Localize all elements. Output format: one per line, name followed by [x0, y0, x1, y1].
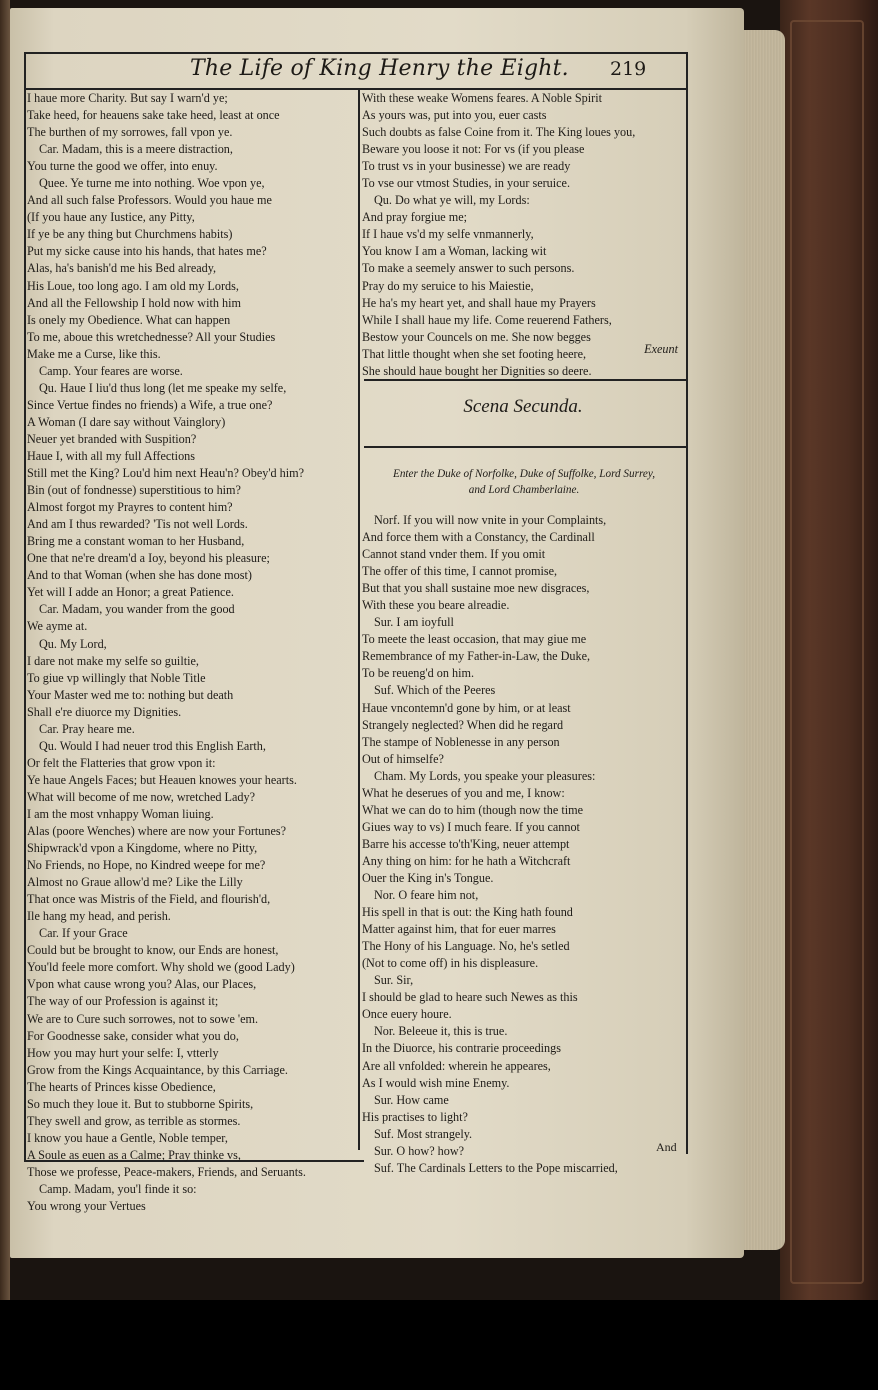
text-line: If I haue vs'd my selfe vnmannerly,	[362, 227, 534, 242]
text-line: Car. Madam, this is a meere distraction,	[39, 142, 233, 157]
stage-direction-line: Enter the Duke of Norfolke, Duke of Suffolke, Lord Surrey,	[392, 468, 656, 480]
text-line: To meete the least occasion, that may giue me	[362, 632, 587, 647]
text-line: Shall e're diuorce my Dignities.	[27, 704, 182, 719]
cover-tooling-border	[790, 20, 864, 1284]
left-frame-rule	[24, 52, 26, 1162]
text-line: You turne the good we offer, into enuy.	[27, 159, 218, 174]
text-line: I should be glad to heare such Newes as this	[362, 990, 578, 1005]
text-line: And all such false Professors. Would you haue me	[27, 193, 272, 208]
text-line: Barre his accesse to'th'King, neuer attempt	[362, 836, 570, 851]
text-line: And to that Woman (when she has done most)	[27, 568, 252, 583]
text-line: What he deserues of you and me, I know:	[362, 785, 565, 800]
text-line: So much they loue it. But to stubborne Spirits,	[27, 1096, 254, 1111]
text-line: Camp. Madam, you'l finde it so:	[39, 1182, 197, 1196]
text-line: For Goodnesse sake, consider what you do,	[27, 1028, 239, 1043]
text-line: Cannot stand vnder them. If you omit	[362, 547, 546, 562]
text-line: As yours was, put into you, euer casts	[362, 108, 547, 123]
text-line: Any thing on him: for he hath a Witchcraft	[362, 853, 571, 868]
text-line: Is onely my Obedience. What can happen	[27, 312, 231, 327]
text-line: We are to Cure such sorrowes, not to sowe 'em.	[27, 1011, 259, 1026]
text-line: Alas (poore Wenches) where are now your Fortunes?	[27, 824, 287, 839]
text-line: Or felt the Flatteries that grow vpon it:	[27, 755, 216, 770]
text-line: How you may hurt your selfe: I, vtterly	[27, 1045, 219, 1060]
text-line: Remembrance of my Father-in-Law, the Duke,	[362, 649, 591, 664]
text-line: Sur. I am ioyfull	[374, 615, 454, 630]
right-text-column-bottom	[362, 512, 684, 1177]
text-line: Pray do my seruice to his Maiestie,	[362, 278, 534, 293]
page-number: 219	[610, 58, 647, 80]
text-line: Are all vnfolded: wherein he appeares,	[362, 1058, 551, 1073]
exeunt-line	[362, 341, 682, 358]
text-line: His spell in that is out: the King hath found	[362, 905, 573, 920]
text-line: Could but be brought to know, our Ends are honest,	[27, 943, 279, 958]
text-line: As I would wish mine Enemy.	[362, 1075, 510, 1090]
text-line: Qu. My Lord,	[39, 636, 107, 651]
text-line: The stampe of Noblenesse in any person	[362, 734, 560, 749]
text-line: One that ne're dream'd a Ioy, beyond his pleasure;	[27, 551, 270, 566]
text-line: With these weake Womens feares. A Noble Spirit	[362, 91, 602, 105]
text-line: Alas, ha's banish'd me his Bed already,	[27, 261, 217, 276]
scene-title: Scena Secunda.	[463, 396, 583, 417]
text-line: The burthen of my sorrowes, fall vpon ye.	[27, 125, 233, 140]
right-text-column-top	[362, 90, 684, 380]
text-line: Strangely neglected? When did he regard	[362, 717, 564, 732]
text-line: Almost forgot my Prayres to content him?	[27, 500, 233, 515]
text-line: Out of himselfe?	[362, 751, 444, 766]
text-line: His Loue, too long ago. I am old my Lords,	[27, 278, 239, 293]
running-title: The Life of King Henry the Eight.	[190, 56, 569, 81]
text-line: Shipwrack'd vpon a Kingdome, where no Pitty,	[27, 841, 258, 856]
text-line: The hearts of Princes kisse Obedience,	[27, 1079, 216, 1094]
text-line: Put my sicke cause into his hands, that hates me?	[27, 244, 267, 259]
text-line: I haue more Charity. But say I warn'd ye;	[27, 91, 228, 105]
text-line: Bring me a constant woman to her Husband,	[27, 534, 245, 549]
text-line: That once was Mistris of the Field, and flourish'd,	[27, 892, 271, 907]
text-line: But that you shall sustaine moe new disgraces,	[362, 581, 590, 596]
text-line: And pray forgiue me;	[362, 210, 468, 225]
text-line: Qu. Do what ye will, my Lords:	[374, 193, 530, 208]
text-line: What will become of me now, wretched Lady?	[27, 789, 255, 804]
text-line: That little thought when she set footing heere,	[362, 346, 587, 361]
text-line: Matter against him, that for euer marres	[362, 922, 556, 937]
text-line: I dare not make my selfe so guiltie,	[27, 653, 199, 668]
text-line: Still met the King? Lou'd him next Heau'n? Obey'd him?	[27, 466, 305, 481]
text-line: Haue vncontemn'd gone by him, or at least	[362, 700, 571, 715]
scene-rule-bottom	[364, 446, 686, 448]
text-line: Take heed, for heauens sake take heed, least at once	[27, 108, 280, 123]
text-line: Sur. How came	[374, 1092, 449, 1107]
text-line: We ayme at.	[27, 619, 88, 634]
right-frame-rule	[686, 52, 688, 1154]
text-line: They swell and grow, as terrible as stormes.	[27, 1113, 241, 1128]
left-text-column	[27, 90, 357, 1215]
text-line: Suf. The Cardinals Letters to the Pope miscarried,	[374, 1160, 618, 1175]
text-line: The offer of this time, I cannot promise,	[362, 564, 558, 579]
text-line: Vpon what cause wrong you? Alas, our Places,	[27, 977, 257, 992]
text-line: Suf. Most strangely.	[374, 1126, 473, 1141]
text-line: His practises to light?	[362, 1109, 468, 1124]
text-line: Bestow your Councels on me. She now begges	[362, 329, 591, 344]
text-line: Qu. Haue I liu'd thus long (let me speake my selfe,	[39, 380, 287, 395]
text-line: The Hony of his Language. No, he's setled	[362, 939, 570, 954]
text-line: Car. Pray heare me.	[39, 721, 135, 736]
text-line: Car. Madam, you wander from the good	[39, 602, 235, 617]
text-line: You wrong your Vertues	[27, 1199, 146, 1214]
text-line: Suf. Which of the Peeres	[374, 683, 496, 698]
text-line: Quee. Ye turne me into nothing. Woe vpon ye,	[39, 176, 265, 191]
running-header	[190, 52, 690, 92]
text-line: You'ld feele more comfort. Why shold we (good Lady)	[27, 960, 295, 975]
stage-direction-line: and Lord Chamberlaine.	[468, 484, 580, 496]
text-line: To make a seemely answer to such persons.	[362, 261, 575, 276]
text-line: Nor. O feare him not,	[374, 888, 479, 903]
text-line: Make me a Curse, like this.	[27, 346, 161, 361]
text-line: Sur. O how? how?	[374, 1143, 465, 1158]
text-line: The way of our Profession is against it;	[27, 994, 219, 1009]
text-line: I am the most vnhappy Woman liuing.	[27, 806, 214, 821]
text-line: Cham. My Lords, you speake your pleasures:	[374, 768, 596, 783]
text-line: Ile hang my head, and perish.	[27, 909, 171, 924]
text-line: Nor. Beleeue it, this is true.	[374, 1024, 508, 1039]
text-line: You know I am a Woman, lacking wit	[362, 244, 547, 259]
text-line: In the Diuorce, his contrarie proceedings	[362, 1041, 561, 1056]
text-line: (If you haue any Iustice, any Pitty,	[27, 210, 195, 225]
text-line: Your Master wed me to: nothing but death	[27, 687, 234, 702]
text-line: To me, aboue this wretchednesse? All your Studies	[27, 329, 276, 344]
text-line: Beware you loose it not: For vs (if you please	[362, 142, 585, 157]
text-line: Camp. Your feares are worse.	[39, 363, 183, 378]
text-line: Grow from the Kings Acquaintance, by this Carriage.	[27, 1062, 288, 1077]
text-line: Bin (out of fondnesse) superstitious to him?	[27, 483, 241, 498]
text-line: Yet will I adde an Honor; a great Patience.	[27, 585, 234, 600]
text-line: To giue vp willingly that Noble Title	[27, 670, 206, 685]
text-line: To be reueng'd on him.	[362, 666, 475, 681]
text-line: And force them with a Constancy, the Cardinall	[362, 530, 595, 545]
text-line: And all the Fellowship I hold now with him	[27, 295, 241, 310]
text-line: To vse our vtmost Studies, in your seruice.	[362, 176, 571, 191]
stage-direction	[364, 466, 684, 498]
text-line: With these you beare alreadie.	[362, 598, 510, 613]
text-line: What we can do to him (though now the time	[362, 802, 584, 817]
column-divider-rule	[358, 88, 360, 1150]
text-line: He ha's my heart yet, and shall haue my Prayers	[362, 295, 596, 310]
text-line: She should haue bought her Dignities so deere.	[362, 363, 592, 378]
text-line: Once euery houre.	[362, 1007, 452, 1022]
text-line: Haue I, with all my full Affections	[27, 448, 195, 463]
text-line: Since Vertue findes no friends) a Wife, a true one?	[27, 397, 273, 412]
text-line: While I shall haue my life. Come reuerend Fathers,	[362, 312, 612, 327]
text-line: Sur. Sir,	[374, 973, 414, 988]
text-line: Ye haue Angels Faces; but Heauen knowes your hearts.	[27, 772, 297, 787]
text-line: (Not to come off) in his displeasure.	[362, 956, 539, 971]
book-cover-edge	[780, 0, 878, 1300]
text-line: Car. If your Grace	[39, 926, 128, 941]
text-line: I know you haue a Gentle, Noble temper,	[27, 1130, 228, 1145]
catchword: And	[656, 1140, 677, 1154]
text-line: Giues way to vs) I much feare. If you cannot	[362, 819, 580, 834]
text-line: And am I thus rewarded? 'Tis not well Lords.	[27, 517, 248, 532]
text-line: If ye be any thing but Churchmens habits)	[27, 227, 233, 242]
text-line: Those we professe, Peace-makers, Friends, and Seruants.	[27, 1164, 306, 1179]
text-line: No Friends, no Hope, no Kindred weepe for me?	[27, 858, 266, 873]
text-line: A Soule as euen as a Calme; Pray thinke vs,	[27, 1147, 241, 1162]
text-line: Qu. Would I had neuer trod this English Earth,	[39, 738, 266, 753]
text-line: Almost no Graue allow'd me? Like the Lilly	[27, 875, 243, 890]
text-line: To trust vs in your businesse) we are ready	[362, 159, 571, 174]
text-line: Ouer the King in's Tongue.	[362, 870, 494, 885]
text-line: Such doubts as false Coine from it. The King loues you,	[362, 125, 636, 140]
text-line: Neuer yet branded with Suspition?	[27, 431, 197, 446]
text-line: Norf. If you will now vnite in your Complaints,	[374, 513, 607, 527]
previous-leaf-edge	[0, 0, 10, 1300]
text-line: A Woman (I dare say without Vainglory)	[27, 414, 226, 429]
exeunt-direction: Exeunt	[644, 342, 678, 356]
